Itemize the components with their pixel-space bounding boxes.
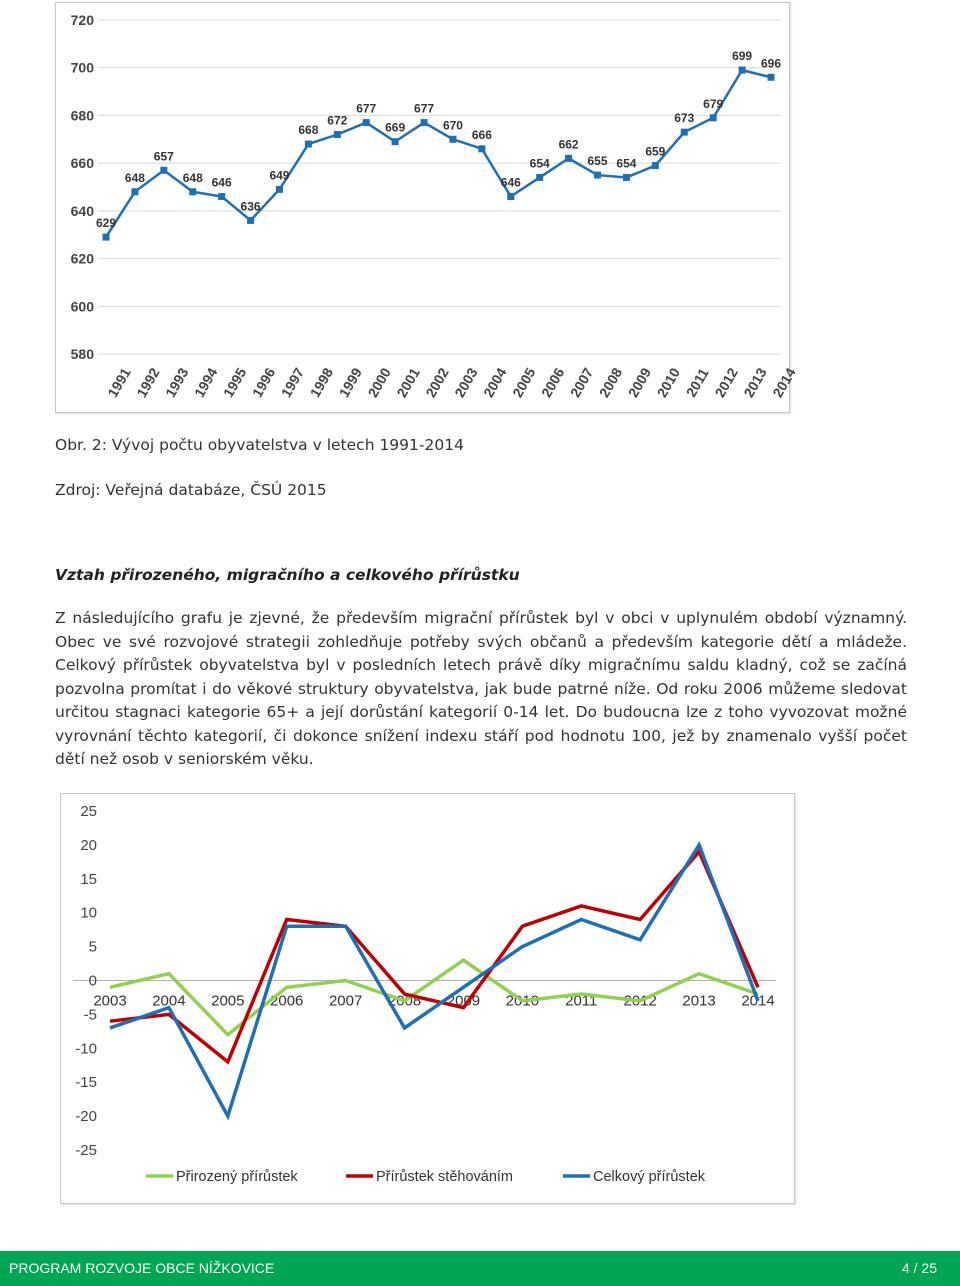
section-heading: Vztah přirozeného, migračního a celkového přírůstku [55,566,520,584]
legend-label-2: Přírůstek stěhováním [376,1169,513,1185]
data-point [768,74,775,81]
x-tick-label: 2014 [741,992,775,1010]
data-point [565,155,572,162]
y-tick-label: -15 [75,1074,97,1092]
data-label: 629 [95,216,117,231]
data-label: 677 [356,101,377,116]
total-pages: 25 [921,1260,937,1276]
growth-chart [60,793,795,1204]
x-tick-label: 2006 [270,992,304,1010]
population-chart-svg [56,3,799,412]
data-label: 646 [211,175,232,190]
data-point [739,67,746,74]
data-label: 654 [616,156,637,171]
data-label: 669 [385,120,406,135]
x-tick-label: 2011 [565,992,598,1010]
data-point [247,217,254,224]
data-point [334,131,341,138]
data-label: 659 [645,144,666,159]
data-label: 648 [182,170,203,185]
x-tick-label: 1998 [306,365,337,400]
x-tick-label: 2000 [364,365,394,400]
data-point [710,114,717,121]
y-tick-label: 0 [88,972,97,990]
series-line-2 [110,852,758,1062]
x-tick-label: 2011 [682,365,712,400]
x-tick-label: 2012 [623,992,657,1010]
data-point [305,141,312,148]
x-tick-label: 1996 [248,365,279,400]
page-number [902,1260,937,1276]
x-tick-label: 2012 [711,365,741,400]
data-point [594,172,601,179]
x-tick-label: 1992 [133,365,163,400]
data-point [536,174,543,181]
data-point [652,162,659,169]
data-label: 649 [269,168,290,183]
x-tick-label: 2006 [537,365,568,400]
page-separator: / [913,1260,918,1276]
data-label: 666 [471,127,492,142]
x-tick-label: 2003 [93,992,127,1010]
series-line-1 [110,960,758,1035]
x-tick-label: 1997 [277,365,308,400]
footer-title: PROGRAM ROZVOJE OBCE NÍŽKOVICE [9,1260,275,1276]
data-label: 657 [153,149,174,164]
data-label: 636 [240,199,261,214]
data-label: 668 [298,123,319,138]
x-tick-label: 1991 [104,365,134,400]
x-tick-label: 2010 [653,365,684,400]
x-tick-label: 1995 [219,365,250,400]
x-tick-label: 2005 [509,365,539,400]
x-tick-label: 2007 [328,992,363,1010]
x-tick-label: 2013 [682,992,716,1010]
y-tick-label: -25 [75,1142,97,1159]
y-tick-label: 620 [70,250,94,267]
data-point [507,193,514,200]
y-tick-label: -5 [83,1006,97,1024]
x-tick-label: 2009 [446,992,481,1010]
page-footer [0,1251,960,1286]
x-tick-label: 2004 [480,365,510,400]
y-tick-label: 5 [88,938,97,956]
x-tick-label: 2003 [451,365,481,400]
data-label: 677 [414,101,435,116]
x-tick-label: 2010 [505,992,540,1010]
x-tick-label: 2008 [387,992,422,1010]
data-label: 648 [124,170,145,185]
x-tick-label: 2008 [595,365,626,400]
x-tick-label: 1994 [191,365,221,400]
y-tick-label: 720 [70,12,94,28]
y-tick-label: 600 [70,298,94,315]
data-point [392,138,399,145]
data-label: 654 [529,156,550,171]
data-point [363,119,370,126]
data-label: 662 [558,137,579,152]
data-point [623,174,630,181]
y-tick-label: 660 [70,155,94,172]
y-tick-label: 15 [80,870,97,888]
population-line [106,70,771,237]
data-point [276,186,283,193]
data-label: 696 [760,56,782,71]
current-page: 4 [901,1260,910,1276]
data-point [421,119,428,126]
x-tick-label: 2013 [740,365,770,400]
figure-source: Zdroj: Veřejná databáze, ČSÚ 2015 [55,481,327,499]
y-tick-label: 10 [80,904,97,922]
x-tick-label: 1999 [335,365,366,400]
x-tick-label: 2009 [624,365,655,400]
y-tick-label: 640 [70,202,94,219]
x-tick-label: 2002 [422,365,452,400]
data-point [478,145,485,152]
x-tick-label: 1993 [162,365,192,400]
x-tick-label: 2001 [393,365,423,400]
y-tick-label: 680 [70,107,94,124]
legend-label-1: Přirozený přírůstek [176,1169,298,1185]
y-tick-label: -20 [75,1108,97,1126]
data-label: 655 [587,154,608,169]
x-tick-label: 2007 [566,365,597,400]
data-point [681,129,688,136]
body-paragraph: Z následujícího grafu je zjevné, že především migrační přírůstek byl v obci v uplynulém období významný. Obec ve své rozvojové strategii zohledňuje potřeby svých občanů a především kategorie dětí a mládeže. Celkový přírůstek obyvatelstva byl v posledních letech právě díky migračnímu saldu kladný, což se začíná pozvolna promítat i do věkové struktury obyvatelstva, jak bude patrné níže. Od roku 2006 můžeme sledovat určitou stagnaci kategorie 65+ a její dorůstání kategorií 0-14 let. Do budoucna lze z toho vyvozovat možné vyrovnání těchto kategorií, či dokonce snížení indexu stáří pod hodnotu 100, jež by znamenalo vyšší počet dětí než osob v seniorském věku. [55,609,907,768]
data-label: 670 [442,118,463,133]
figure-caption: Obr. 2: Vývoj počtu obyvatelstva v letech 1991-2014 [55,436,464,454]
data-point [218,193,225,200]
data-point [449,136,456,143]
data-point [160,167,167,174]
data-point [131,188,138,195]
x-tick-label: 2014 [769,365,799,400]
data-label: 672 [327,113,348,128]
data-point [189,188,196,195]
data-label: 679 [703,96,724,111]
data-label: 673 [674,111,695,126]
data-label: 646 [500,175,521,190]
population-chart [55,2,799,413]
growth-chart-svg [61,794,794,1203]
data-label: 699 [732,49,753,64]
data-point [103,234,110,241]
y-tick-label: 20 [80,836,97,854]
legend-label-3: Celkový přírůstek [593,1169,706,1185]
y-tick-label: 25 [80,803,97,820]
y-tick-label: 580 [70,346,94,362]
x-tick-label: 2004 [152,992,186,1010]
y-tick-label: -10 [75,1040,97,1058]
y-tick-label: 700 [70,59,94,76]
x-tick-label: 2005 [211,992,245,1010]
